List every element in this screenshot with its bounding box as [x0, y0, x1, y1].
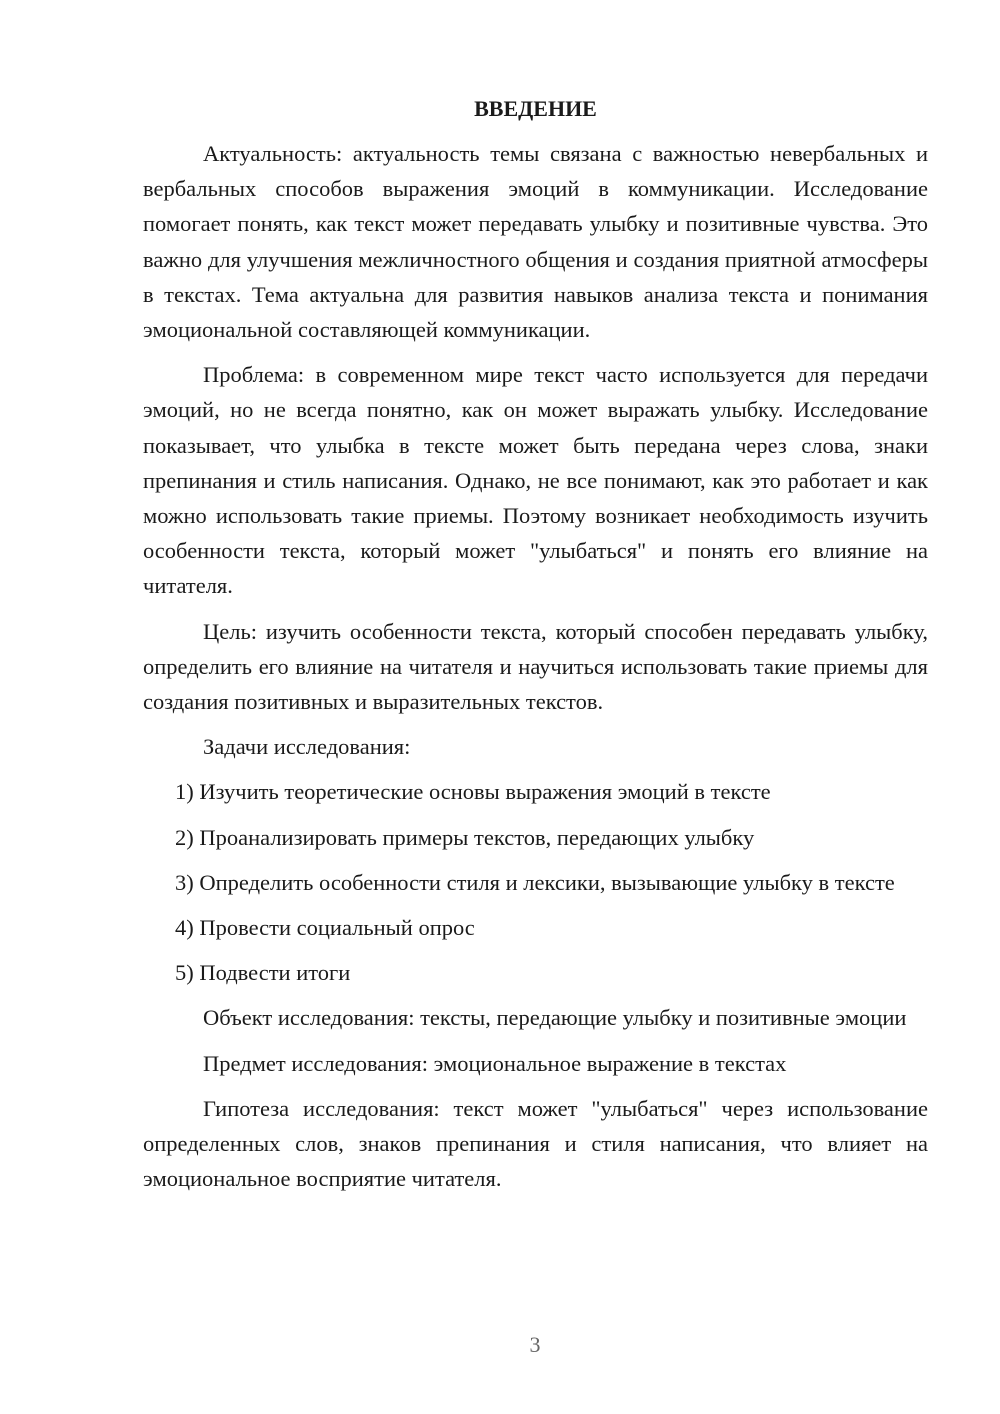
paragraph-hypothesis: Гипотеза исследования: текст может "улыбаться" через использование определенных слов, знаков препинания и стиля написания, что влияет на эмоциональное восприятие читателя. — [143, 1095, 928, 1192]
tasks-heading: Задачи исследования: — [203, 734, 411, 760]
list-item-task-3: 3) Определить особенности стиля и лексики, вызывающие улыбку в тексте — [175, 869, 895, 895]
paragraph-goal: Цель: изучить особенности текста, который способен передавать улыбку, определить его влияние на читателя и научиться использовать такие приемы для создания позитивных и выразительных текстов. — [143, 618, 928, 715]
list-item-task-5: 5) Подвести итоги — [175, 960, 351, 986]
list-item-task-2: 2) Проанализировать примеры текстов, передающих улыбку — [175, 824, 755, 850]
page-content — [143, 92, 928, 1204]
list-item-task-4: 4) Провести социальный опрос — [175, 915, 475, 941]
paragraph-subject: Предмет исследования: эмоциональное выражение в текстах — [203, 1050, 787, 1076]
paragraph-object: Объект исследования: тексты, передающие улыбку и позитивные эмоции — [203, 1005, 907, 1031]
paragraph-problem: Проблема: в современном мире текст часто используется для передачи эмоций, но не всегда понятно, как он может выражать улыбку. Исследование показывает, что улыбка в тексте может быть передана через слова, знаки препинания и стиль написания. Однако, не все понимают, как это работает и как можно использовать такие приемы. Поэтому возникает необходимость изучить особенности текста, который может "улыбаться" и понять его влияние на читателя. — [143, 362, 928, 599]
list-item-task-1: 1) Изучить теоретические основы выражения эмоций в тексте — [175, 779, 771, 805]
paragraph-relevance: Актуальность: актуальность темы связана с важностью невербальных и вербальных способов выражения эмоций в коммуникации. Исследование помогает понять, как текст может передавать улыбку и позитивные чувства. Это важно для улучшения межличностного общения и создания приятной атмосферы в текстах. Тема актуальна для развития навыков анализа текста и понимания эмоциональной составляющей коммуникации. — [143, 141, 928, 343]
page-number: 3 — [529, 1332, 541, 1357]
page-title: ВВЕДЕНИЕ — [474, 96, 597, 121]
